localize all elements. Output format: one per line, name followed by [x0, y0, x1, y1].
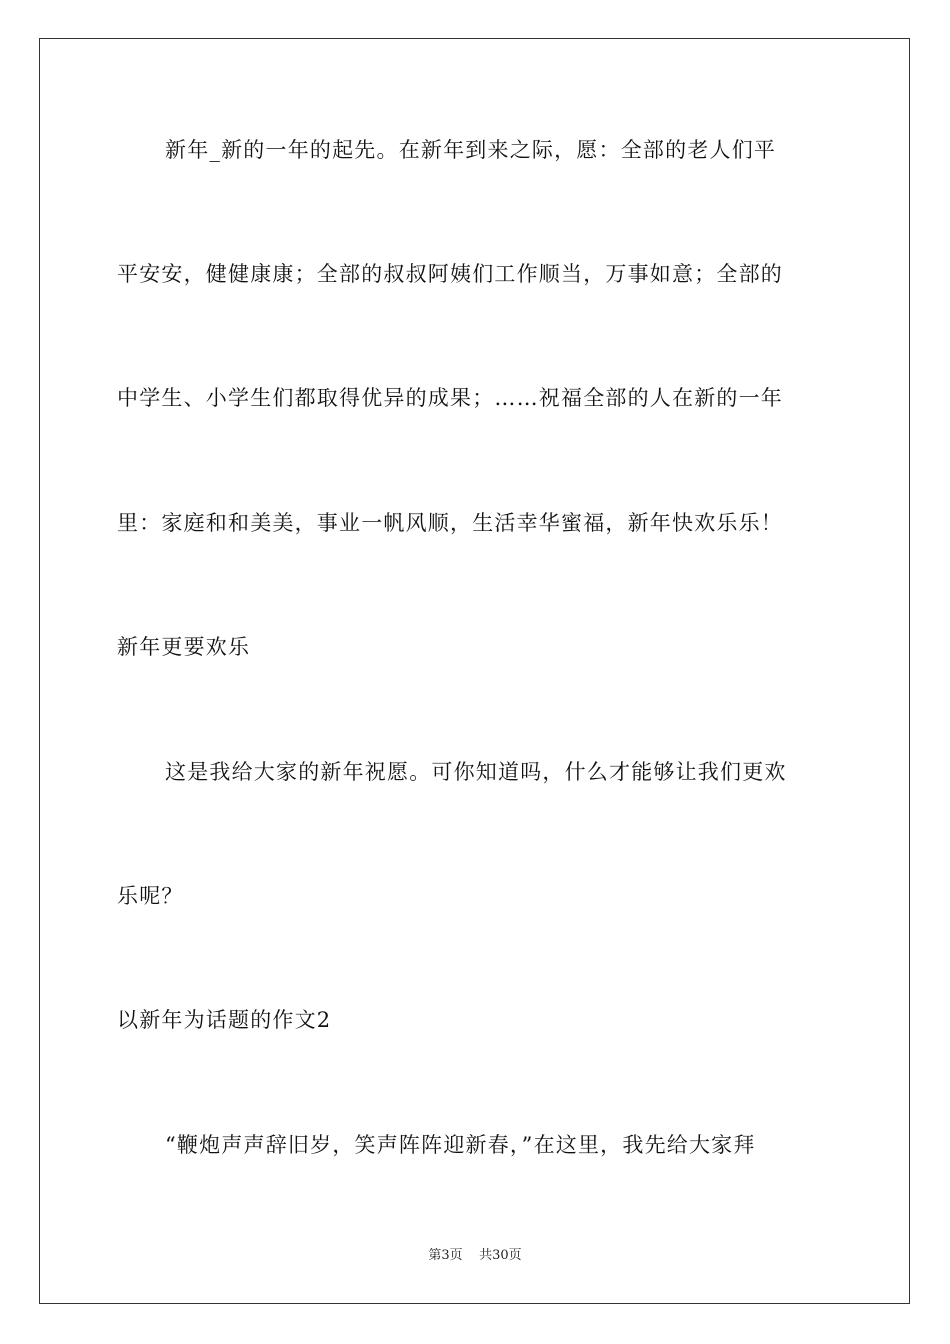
paragraph-2-line-1: 这是我给大家的新年祝愿。可你知道吗，什么才能够让我们更欢 [165, 760, 787, 784]
paragraph-3-line-1: “鞭炮声声辞旧岁，笑声阵阵迎新春，”在这里，我先给大家拜 [165, 1133, 756, 1157]
paragraph-2-line-2: 乐呢？ [117, 884, 184, 908]
page-border [39, 38, 910, 1304]
paragraph-1-line-2: 平安安，健健康康；全部的叔叔阿姨们工作顺当，万事如意；全部的 [117, 262, 783, 286]
paragraph-1-line-3: 中学生、小学生们都取得优异的成果；……祝福全部的人在新的一年 [117, 386, 783, 410]
paragraph-1-line-1: 新年_新的一年的起先。在新年到来之际，愿：全部的老人们平 [165, 138, 777, 162]
essay-title-2: 以新年为话题的作文2 [117, 1008, 332, 1032]
page-number-footer: 第3页 共30页 [428, 1248, 522, 1263]
paragraph-1-line-4: 里：家庭和和美美，事业一帆风顺，生活幸华蜜福，新年快欢乐乐！ [117, 511, 783, 535]
heading-new-year-happier: 新年更要欢乐 [117, 635, 251, 659]
